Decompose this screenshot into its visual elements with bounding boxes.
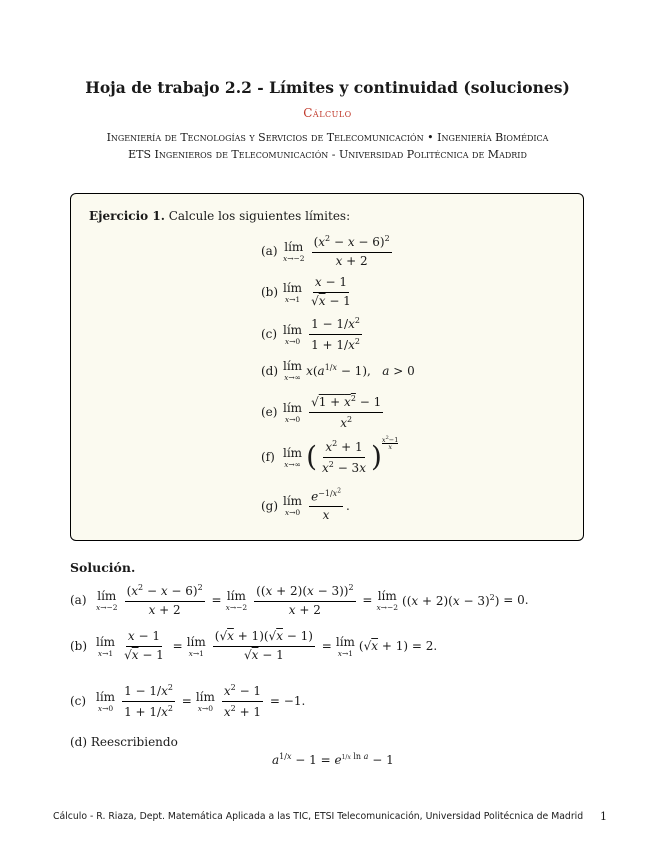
exercise-box	[70, 193, 584, 541]
exercise-item-g: (g) lím x→0 $\frac{e^{-1/x^2}}{x}$ .	[261, 487, 350, 523]
item-label: (a)	[261, 244, 278, 259]
fraction: $\frac{x^2 + 1}{x^2 - 3x}$	[322, 439, 366, 475]
exercise-item-b	[261, 276, 356, 309]
exercise-item-a	[261, 234, 395, 269]
exponent: x2−1 x	[381, 434, 399, 452]
solution-title: Solución.	[70, 560, 136, 575]
limit-operator: lím x→1	[283, 280, 303, 304]
item-label: (g)	[261, 498, 279, 513]
institution-line-1: Ingeniería de Tecnologías y Servicios de Telecomunicación • Ingeniería Biomédica	[106, 131, 549, 144]
fraction: $\frac{x - 1}{√x - 1}$	[311, 275, 351, 308]
exercise-number: Ejercicio 1.	[89, 209, 165, 223]
solution-c-result: = −1.	[269, 694, 306, 709]
page-number: 1	[600, 810, 607, 823]
subject-name: Cálculo	[303, 106, 352, 120]
exercise-item-e	[261, 394, 386, 431]
solution-c: (c) lím x→0 $\frac{1 - 1/x^2}{1 + 1/x^2}$ = lím x→0 $\frac{x^2 - 1}{x^2 + 1}$ = −1.	[70, 683, 306, 719]
footer-text: Cálculo - R. Riaza, Dept. Matemática Aplicada a las TIC, ETSI Telecomunicación, Universidad Politécnica de Madrid	[53, 811, 584, 822]
exercise-item-d	[261, 360, 415, 382]
limit-operator: lím x→0	[283, 400, 303, 424]
item-label: (c)	[261, 327, 278, 342]
solution-b-result: = 2.	[411, 639, 438, 654]
exercise-heading	[89, 209, 350, 223]
page-title: Hoja de trabajo 2.2 - Límites y continuidad (soluciones)	[85, 78, 570, 97]
solution-d-equation: $a^{1/x} - 1 = e^{1/x ln a} - 1$	[272, 752, 394, 767]
item-label: (d)	[261, 363, 279, 378]
solution-a-result: = 0.	[503, 593, 529, 608]
limit-operator: lím x→0	[283, 322, 303, 346]
solution-b: (b) lím x→1 $\frac{x - 1}{√x - 1}$ = lím x→1 $\frac{(√x + 1)(√x - 1)}{√x - 1}$ = lím x→1 (√x + 1) = 2.	[70, 629, 438, 662]
exercise-prompt: Calcule los siguientes límites:	[168, 209, 351, 223]
solution-label: (c)	[70, 694, 87, 709]
fraction: $\frac{e^{-1/x^2}}{x}$	[311, 487, 342, 523]
exercise-item-f: (f) lím x→∞ ( $\frac{x^2 + 1}{x^2 - 3x}$ ) $^{\frac{x^2-1}{x}}$	[261, 434, 399, 475]
solution-a: (a) lím x→−2 $\frac{(x^2 - x - 6)^2}{x + 2}$ = lím x→−2 $\frac{((x + 2)(x - 3))^2}{x + 2}$ = lím x→−2 $((x + 2)(x - 3)^2)$ = 0.	[70, 583, 529, 617]
fraction: $\frac{1 - 1/x^2}{1 + 1/x^2}$	[311, 316, 360, 352]
exercise-item-c	[261, 316, 365, 353]
solution-label: (b)	[70, 639, 88, 654]
item-label: (e)	[261, 405, 278, 420]
fraction: $\frac{√1 + x^2 - 1}{x^2}$	[311, 394, 382, 430]
expression: $x(a^{1/x} - 1)$, a > 0	[306, 363, 415, 379]
limit-operator: lím x→0	[283, 493, 303, 517]
item-label: (f)	[261, 450, 275, 465]
item-label: (b)	[261, 285, 279, 300]
limit-operator: lím x→∞	[283, 445, 303, 469]
institution-line-2: ETS Ingenieros de Telecomunicación - Universidad Politécnica de Madrid	[128, 148, 527, 161]
solution-label: (a)	[70, 593, 87, 608]
fraction: $\frac{(x^2 - x - 6)^2}{x + 2}$	[313, 234, 390, 268]
limit-operator: lím x→−2	[283, 239, 305, 263]
limit-operator: lím x→∞	[283, 359, 303, 382]
solution-d-intro: (d) Reescribiendo	[70, 735, 178, 749]
